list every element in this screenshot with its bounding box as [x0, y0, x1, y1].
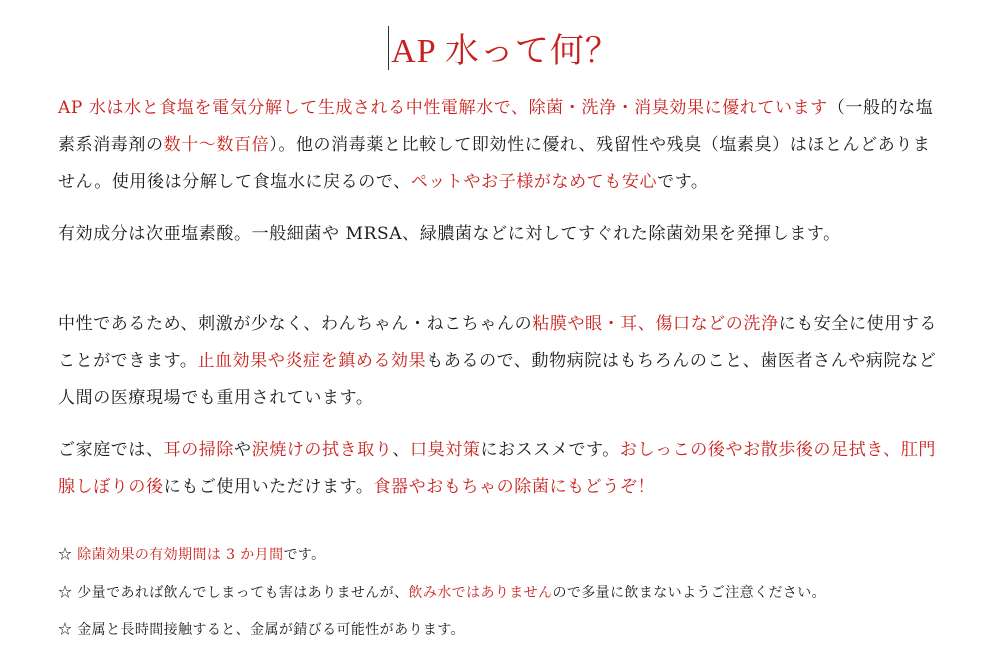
safety-text-1: 中性であるため、刺激が少なく、わんちゃん・ねこちゃんの — [58, 314, 533, 334]
paragraph-home-use — [58, 432, 948, 506]
intro-text-2: ）。他の消毒薬と比較して即効性に優れ、残留性や残臭（塩素臭）はほとんどありません。使用後は分解して食塩水に戻るので、 — [58, 135, 931, 192]
page-title — [0, 26, 1008, 78]
star-icon: ☆ — [58, 585, 73, 601]
star-icon: ☆ — [58, 547, 73, 563]
home-text-1: ご家庭では、 — [58, 440, 164, 460]
home-text-2: や — [234, 440, 252, 460]
safety-text-2: にも安全に使用することができます。 — [58, 314, 937, 371]
home-highlight-3: 口臭対策 — [410, 440, 481, 460]
safety-text-3: もあるので、動物病院はもちろんのこと、歯医者さんや病院など人間の医療現場でも重用されています。 — [58, 351, 937, 408]
note-validity — [58, 545, 948, 565]
note-drinking-highlight: 飲み水ではありません — [408, 585, 553, 601]
intro-highlight-2: 数十～数百倍 — [163, 135, 270, 155]
ingredient-text: 有効成分は次亜塩素酸。一般細菌や MRSA、緑膿菌などに対してすぐれた除菌効果を発揮します。 — [58, 224, 841, 244]
home-highlight-4: おしっこの後やお散歩後の足拭き、肛門腺しぼりの後 — [58, 440, 937, 497]
text-cursor — [388, 26, 389, 70]
note-validity-text: です。 — [283, 547, 326, 563]
home-text-3: 、 — [392, 440, 411, 460]
safety-highlight-1: 粘膜や眼・耳、傷口などの洗浄 — [532, 314, 779, 334]
intro-highlight-3: ペットやお子様がなめても安心 — [410, 172, 658, 192]
home-highlight-5: 食器やおもちゃの除菌にもどうぞ！ — [373, 477, 656, 497]
note-metal — [58, 620, 948, 640]
page-title-text: AP 水って何？ — [391, 33, 620, 70]
note-drinking-text-1: 少量であれば飲んでしまっても害はありませんが、 — [77, 585, 409, 601]
note-drinking — [58, 583, 948, 603]
home-highlight-2: 涙焼けの拭き取り — [251, 440, 393, 460]
note-drinking-text-2: ので多量に飲まないようご注意ください。 — [552, 585, 827, 601]
intro-highlight-1: AP 水は水と食塩を電気分解して生成される中性電解水で、除菌・洗浄・消臭効果に優れています — [58, 98, 828, 118]
paragraph-safety — [58, 306, 948, 417]
home-highlight-1: 耳の掃除 — [163, 440, 235, 460]
intro-text-3: です。 — [657, 172, 709, 192]
note-validity-highlight: 除菌効果の有効期間は 3 か月間 — [77, 547, 284, 563]
paragraph-ingredient — [58, 216, 948, 253]
star-icon: ☆ — [58, 622, 73, 638]
safety-highlight-2: 止血効果や炎症を鎮める効果 — [197, 351, 427, 371]
home-text-4: におススメです。 — [480, 440, 620, 460]
home-text-5: にもご使用いただけます。 — [163, 477, 374, 497]
paragraph-intro — [58, 90, 948, 201]
note-metal-text: 金属と長時間接触すると、金属が錆びる可能性があります。 — [77, 622, 465, 638]
intro-text-1: （一般的な塩素系消毒剤の — [58, 98, 934, 155]
